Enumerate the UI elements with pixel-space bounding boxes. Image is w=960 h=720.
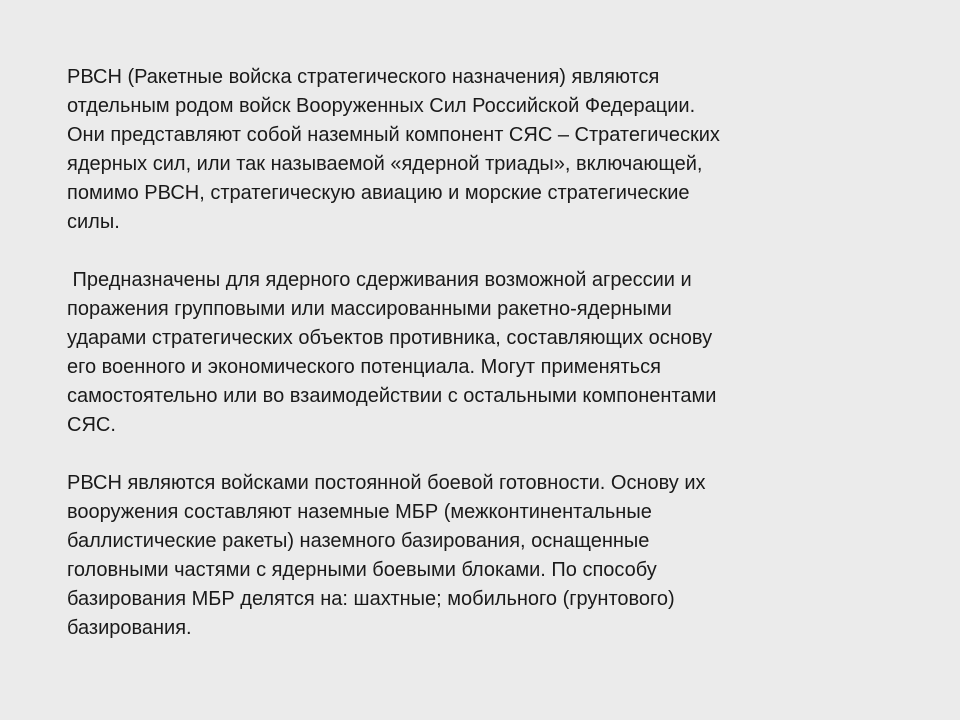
text-line: помимо РВСН, стратегическую авиацию и морские стратегические bbox=[67, 182, 690, 204]
text-line: вооружения составляют наземные МБР (межконтинентальные bbox=[67, 501, 652, 523]
slide-body bbox=[67, 63, 927, 643]
paragraph-rvsn-definition bbox=[67, 63, 927, 237]
text-line: Они представляют собой наземный компонент СЯС – Стратегических bbox=[67, 124, 720, 146]
text-line: его военного и экономического потенциала. Могут применяться bbox=[67, 356, 661, 378]
text-line: ударами стратегических объектов противника, составляющих основу bbox=[67, 327, 713, 349]
text-line: базирования. bbox=[67, 617, 192, 639]
text-line: базирования МБР делятся на: шахтные; мобильного (грунтового) bbox=[67, 588, 675, 610]
paragraph-armament bbox=[67, 469, 927, 643]
paragraph-gap bbox=[67, 237, 927, 266]
text-line: РВСН являются войсками постоянной боевой готовности. Основу их bbox=[67, 472, 706, 494]
paragraph-purpose bbox=[67, 266, 927, 440]
text-line: отдельным родом войск Вооруженных Сил Российской Федерации. bbox=[67, 95, 696, 117]
text-line: поражения групповыми или массированными ракетно-ядерными bbox=[67, 298, 672, 320]
text-line: силы. bbox=[67, 211, 120, 233]
text-line: РВСН (Ракетные войска стратегического назначения) являются bbox=[67, 66, 660, 88]
paragraph-gap bbox=[67, 440, 927, 469]
text-line: ядерных сил, или так называемой «ядерной триады», включающей, bbox=[67, 153, 703, 175]
text-line: СЯС. bbox=[67, 414, 116, 436]
text-line: Предназначены для ядерного сдерживания возможной агрессии и bbox=[67, 269, 692, 291]
text-line: самостоятельно или во взаимодействии с остальными компонентами bbox=[67, 385, 717, 407]
text-line: баллистические ракеты) наземного базирования, оснащенные bbox=[67, 530, 650, 552]
text-line: головными частями с ядерными боевыми блоками. По способу bbox=[67, 559, 657, 581]
